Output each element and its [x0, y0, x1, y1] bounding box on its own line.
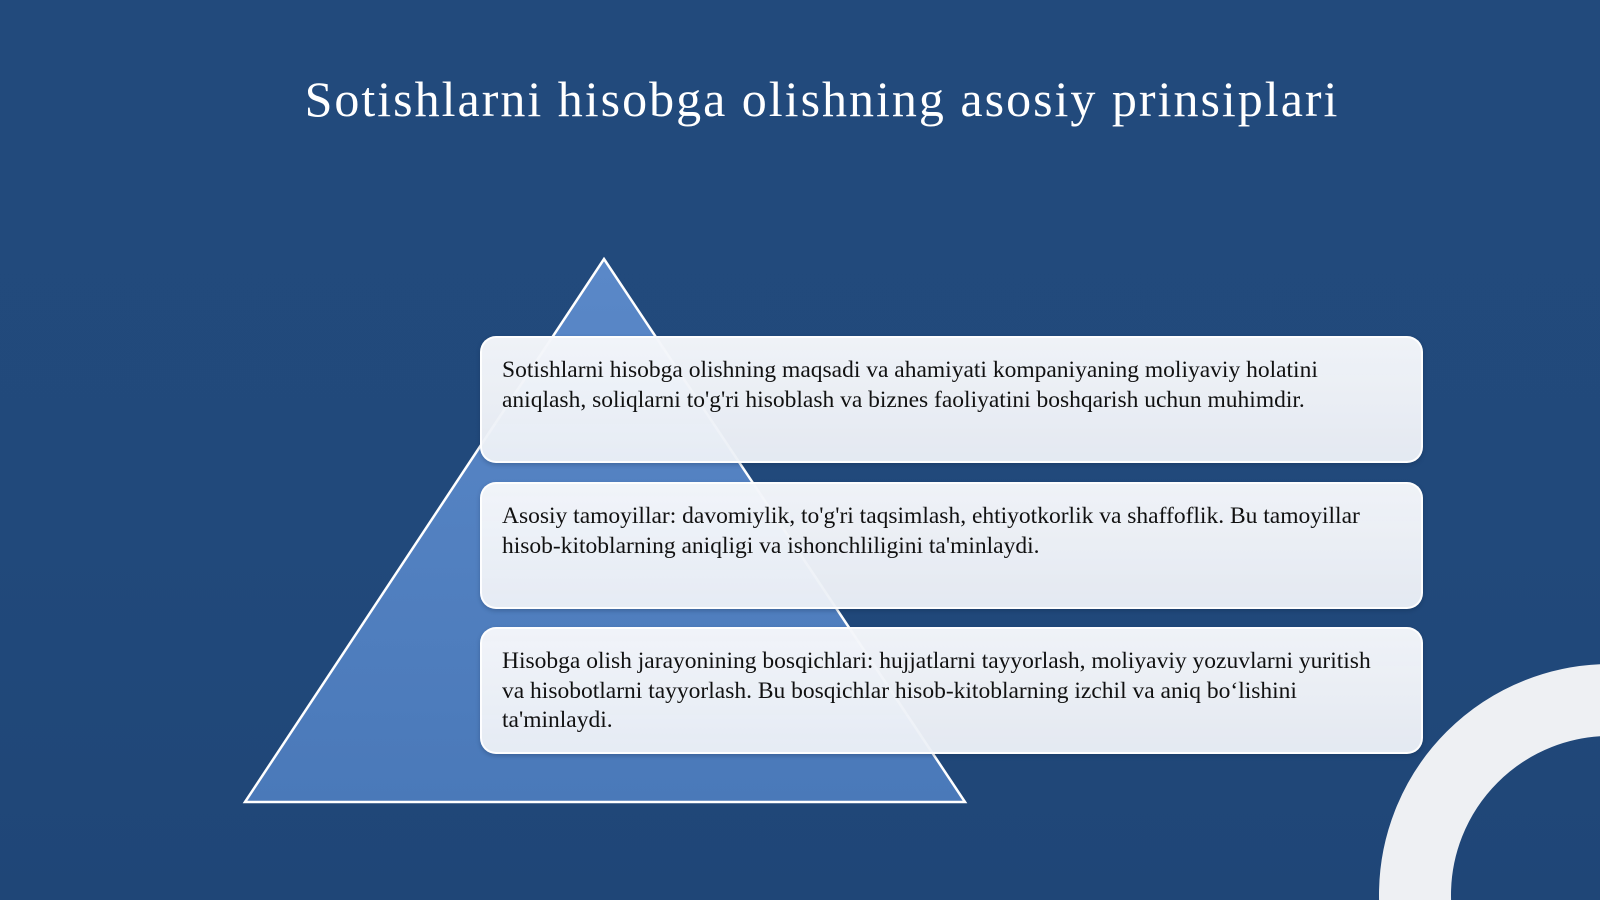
principle-card-2: [480, 482, 1423, 609]
principle-text-2: Asosiy tamoyillar: davomiylik, to'g'ri taqsimlash, ehtiyotkorlik va shaffoflik. Bu tamoyillar hisob-kitoblarning aniqligi va ishonchliligini ta'minlaydi.: [502, 503, 1360, 559]
principle-text-3: Hisobga olish jarayonining bosqichlari: hujjatlarni tayyorlash, moliyaviy yozuvlarni yuritish va hisobotlarni tayyorlash. Bu bosqichlar hisob-kitoblarning izchil va aniq bo‘lishini ta'minlaydi.: [502, 648, 1371, 733]
principle-card-1: [480, 336, 1423, 463]
principle-card-3: [480, 627, 1423, 754]
slide-title: Sotishlarni hisobga olishning asosiy prinsiplari: [304, 71, 1340, 127]
principle-text-1: Sotishlarni hisobga olishning maqsadi va ahamiyati kompaniyaning moliyaviy holatini aniqlash, soliqlarni to'g'ri hisoblash va biznes faoliyatini boshqarish uchun muhimdir.: [502, 357, 1318, 413]
